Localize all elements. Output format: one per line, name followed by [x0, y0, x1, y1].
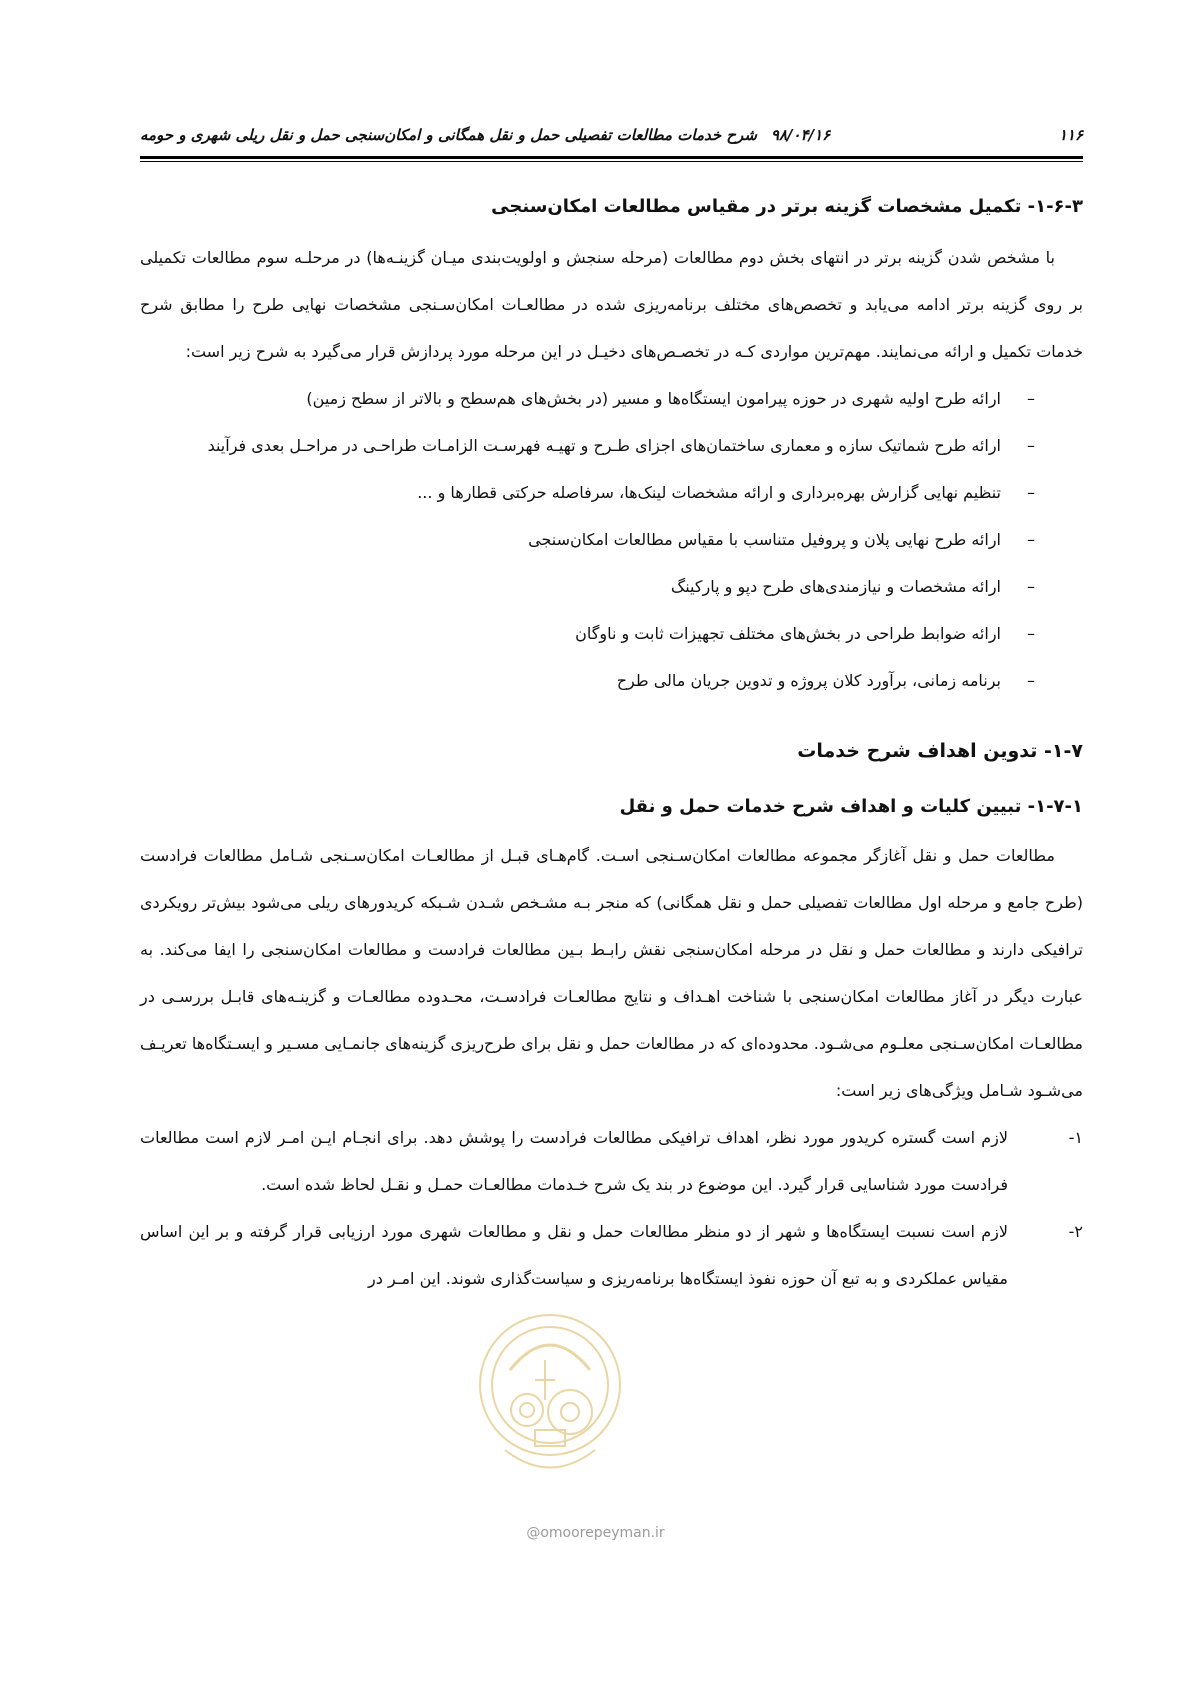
footer-url: @omoorepeyman.ir [526, 1525, 665, 1541]
page-header [140, 126, 1083, 150]
bullet-item: – ارائه مشخصات و نیازمندی‌های طرح دپو و پارکینگ [140, 563, 1083, 610]
bullet-item: – ارائه ضوابط طراحی در بخش‌های مختلف تجهیزات ثابت و ناوگان [140, 610, 1083, 657]
bullet-dash: – [1027, 389, 1035, 408]
page-number: ۱۱۶ [1058, 126, 1083, 144]
bullet-item: – ارائه طرح اولیه شهری در حوزه پیرامون ایستگاه‌ها و مسیر (در بخش‌های هم‌سطح و بالاتر از سطح زمین) [140, 375, 1083, 422]
bullet-dash: – [1027, 530, 1035, 549]
company-seal-icon [465, 1300, 635, 1490]
header-title-text: شرح خدمات مطالعات تفصیلی حمل و نقل همگانی و امکان‌سنجی حمل و نقل ریلی شهری و حومه [140, 126, 757, 144]
bullet-dash: – [1027, 624, 1035, 643]
bullet-item: – برنامه زمانی، برآورد کلان پروژه و تدوین جریان مالی طرح [140, 657, 1083, 704]
section-heading-1-6-3: ۱-۶-۳- تکمیل مشخصات گزینه برتر در مقیاس مطالعات امکان‌سنجی [491, 196, 1083, 217]
bullet-item: – تنظیم نهایی گزارش بهره‌برداری و ارائه مشخصات لینک‌ها، سرفاصله حرکتی قطارها و ... [140, 469, 1083, 516]
bullet-dash: – [1027, 577, 1035, 596]
header-rule-thin [140, 161, 1083, 162]
bullet-dash: – [1027, 483, 1035, 502]
running-title [140, 126, 830, 144]
bullet-dash: – [1027, 671, 1035, 690]
item-number: ۲- [1068, 1222, 1083, 1241]
bullet-list [140, 375, 1083, 704]
numbered-item: ۱- لازم است گستره کریدور مورد نظر، اهداف ترافیکی مطالعات فرادست را پوشش دهد. برای انجـام ایـن امـر لازم است مطالعات فرادست مورد شناسایی قرار گیرد. این موضوع در بند یک شرح خـدمات مطالعـات حمـل و نقـل لحاظ شده است. [140, 1114, 1083, 1208]
header-date: ۹۸/۰۴/۱۶ [770, 126, 831, 144]
section-paragraph-1-7-1: مطالعات حمل و نقل آغازگر مجموعه مطالعات امکان‌سـنجی اسـت. گام‌هـای قبـل از مطالعـات امکان‌سـنجی شـامل مطالعات فرادست (طرح جامع و مرحله اول مطالعات تفصیلی حمل و نقل همگانی) که منجر بـه مشـخص شـدن شـبکه کریدورهای ریلی می‌شود بیش‌تر رویکردی ترافیکی دارند و مطالعات حمل و نقل در مرحله امکان‌سنجی نقش رابـط بـین مطالعات فرادست و مطالعات امکان‌سنجی را ایفا می‌کند. به عبارت دیگر در آغاز مطالعات امکان‌سنجی با شناخت اهـداف و نتایج مطالعـات فرادسـت، محـدوده مطالعـات و گزینـه‌های قابـل بررسـی در مطالعـات امکان‌سـنجی معلـوم می‌شـود. محدوده‌ای که در مطالعات حمل و نقل برای طرح‌ریزی گزینه‌های جانمـایی مسـیر و ایسـتگاه‌ها تعریـف می‌شـود شـامل ویژگی‌های زیر است: [140, 846, 1083, 1100]
bullet-dash: – [1027, 436, 1035, 455]
section-heading-1-7: ۱-۷- تدوین اهداف شرح خدمات [797, 740, 1083, 762]
numbered-item: ۲- لازم است نسبت ایستگاه‌ها و شهر از دو منظر مطالعات حمل و نقل و مطالعات شهری مورد ارزیابی قرار گرفته و بر این اساس مقیاس عملکردی و به تبع آن حوزه نفوذ ایستگاه‌ها برنامه‌ریزی و سیاست‌گذاری شوند. این امـر در [140, 1208, 1083, 1302]
numbered-list [140, 1114, 1083, 1302]
section-paragraph-1-6-3: با مشخص شدن گزینه برتر در انتهای بخش دوم مطالعات (مرحله سنجش و اولویت‌بندی میـان گزینـه‌ها) در مرحلـه سوم مطالعات تکمیلی بر روی گزینه برتر ادامه می‌یابد و تخصص‌های مختلف برنامه‌ریزی شده در مطالعـات امکان‌سـنجی مشخصات نهایی طرح را مطابق شرح خدمات تکمیل و ارائه می‌نمایند. مهم‌ترین مواردی کـه در تخصـص‌های دخیـل در این مرحله مورد پردازش قرار می‌گیرد به شرح زیر است: [140, 248, 1083, 361]
section-heading-1-7-1: ۱-۷-۱- تبیین کلیات و اهداف شرح خدمات حمل و نقل [619, 796, 1083, 817]
page-content [140, 192, 1083, 1302]
header-rule [140, 156, 1083, 159]
bullet-item: – ارائه طرح نهایی پلان و پروفیل متناسب با مقیاس مطالعات امکان‌سنجی [140, 516, 1083, 563]
item-number: ۱- [1068, 1128, 1083, 1147]
bullet-item: – ارائه طرح شماتیک سازه و معماری ساختمان‌های اجزای طـرح و تهیـه فهرسـت الزامـات طراحـی در مراحـل بعدی فرآیند [140, 422, 1083, 469]
